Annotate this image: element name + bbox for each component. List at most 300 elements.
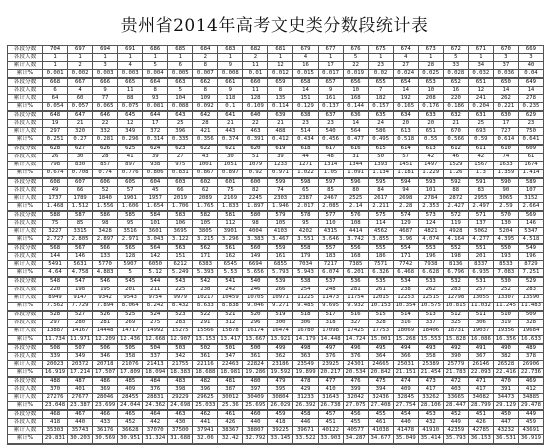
table-cell: 0.017 bbox=[318, 70, 343, 79]
table-cell: 608 bbox=[43, 178, 68, 187]
table-cell: 2303 bbox=[268, 194, 293, 202]
table-cell: 9.271 bbox=[268, 302, 293, 311]
table-cell: 5.249 bbox=[168, 269, 193, 278]
table-cell: 487 bbox=[68, 377, 93, 386]
table-cell: 602 bbox=[193, 178, 218, 187]
table-cell: 1451 bbox=[393, 161, 418, 169]
table-cell: 460 bbox=[243, 410, 268, 419]
table-cell: 9.932 bbox=[343, 302, 368, 311]
table-cell: 398 bbox=[168, 386, 193, 394]
table-cell: 3.855 bbox=[368, 236, 393, 245]
table-cell: 540 bbox=[318, 128, 343, 136]
table-cell: 498 bbox=[293, 344, 318, 353]
table-cell: 366 bbox=[393, 352, 418, 360]
table-cell: 1.181 bbox=[393, 169, 418, 178]
table-cell: 605 bbox=[118, 178, 143, 187]
table-cell: 624 bbox=[143, 145, 168, 154]
table-cell: 5.12 bbox=[143, 269, 168, 278]
table-cell: 0.971 bbox=[268, 169, 293, 178]
table-cell: 9147 bbox=[68, 294, 93, 302]
table-cell: 3.646 bbox=[318, 236, 343, 245]
table-cell: 17 bbox=[143, 120, 168, 128]
table-cell: 596 bbox=[343, 178, 368, 187]
table-cell: 727 bbox=[493, 128, 518, 136]
table-cell: 566 bbox=[93, 244, 118, 253]
table-cell: 582 bbox=[193, 211, 218, 220]
table-cell: 612 bbox=[443, 145, 468, 154]
table-cell: 0.92 bbox=[243, 169, 268, 178]
table-cell: 98 bbox=[93, 220, 118, 228]
table-cell: 193 bbox=[493, 253, 518, 261]
table-cell: 658 bbox=[293, 78, 318, 87]
table-cell: 519 bbox=[268, 311, 293, 320]
table-cell: 409 bbox=[393, 386, 418, 394]
table-cell: 23186 bbox=[268, 360, 293, 368]
table-cell: 2.427 bbox=[443, 202, 468, 211]
table-cell: 7217 bbox=[318, 261, 343, 269]
table-cell: 12 bbox=[468, 87, 493, 95]
table-cell: 7.251 bbox=[518, 269, 543, 278]
table-cell: 583 bbox=[168, 211, 193, 220]
table-cell: 620 bbox=[243, 145, 268, 154]
table-cell: 42359 bbox=[443, 427, 468, 435]
table-cell: 10 bbox=[343, 87, 368, 95]
table-cell: 33.522 bbox=[293, 435, 318, 444]
table-cell: 0.165 bbox=[393, 103, 418, 112]
table-cell: 501 bbox=[218, 344, 243, 353]
row-label: 累计人数 bbox=[8, 62, 43, 70]
table-cell: 24.044 bbox=[118, 402, 143, 411]
table-cell: 30804 bbox=[268, 394, 293, 402]
row-label: 累计% bbox=[8, 335, 43, 344]
table-cell: 532 bbox=[443, 277, 468, 286]
table-cell: 588 bbox=[43, 211, 68, 220]
table-cell: 572 bbox=[443, 211, 468, 220]
table-cell: 29.478 bbox=[518, 402, 543, 411]
cumulative-row bbox=[8, 194, 544, 202]
table-cell: 29.129 bbox=[493, 402, 518, 411]
table-cell: 34473 bbox=[493, 394, 518, 402]
table-cell: 648 bbox=[43, 111, 68, 120]
table-cell: 23 bbox=[518, 120, 543, 128]
row-label: 累计% bbox=[8, 103, 43, 112]
table-cell: 376 bbox=[318, 352, 343, 360]
table-cell: 18069 bbox=[393, 327, 418, 335]
table-cell: 2.353 bbox=[418, 202, 443, 211]
table-cell: 9 bbox=[93, 87, 118, 95]
table-cell: 8729 bbox=[518, 261, 543, 269]
count-row bbox=[8, 87, 544, 95]
table-cell: 409 bbox=[118, 386, 143, 394]
table-cell: 1 bbox=[68, 54, 93, 62]
row-label: 各段人数 bbox=[8, 286, 43, 294]
table-cell: 14992 bbox=[143, 327, 168, 335]
table-cell: 66 bbox=[68, 186, 93, 194]
table-cell: 5.793 bbox=[268, 269, 293, 278]
table-cell: 32845 bbox=[393, 394, 418, 402]
table-cell: 349 bbox=[68, 352, 93, 360]
table-cell: 476 bbox=[343, 377, 368, 386]
table-cell: 412 bbox=[518, 386, 543, 394]
table-cell: 5631 bbox=[68, 261, 93, 269]
cumulative-row bbox=[8, 261, 544, 269]
table-cell: 500 bbox=[243, 344, 268, 353]
table-cell: 455 bbox=[343, 419, 368, 427]
table-cell: 672 bbox=[443, 46, 468, 54]
cumulative-row bbox=[8, 161, 544, 169]
table-cell: 9 bbox=[218, 62, 243, 70]
table-cell: 483 bbox=[168, 377, 193, 386]
table-cell: 623 bbox=[168, 145, 193, 154]
table-cell: 108 bbox=[343, 220, 368, 228]
table-cell: 1 bbox=[93, 54, 118, 62]
table-cell: 553 bbox=[418, 244, 443, 253]
table-cell: 651 bbox=[468, 78, 493, 87]
table-cell: 376 bbox=[343, 352, 368, 360]
table-cell: 593 bbox=[418, 178, 443, 187]
table-cell: 697 bbox=[68, 46, 93, 54]
table-cell: 105 bbox=[193, 220, 218, 228]
table-cell: 151 bbox=[168, 253, 193, 261]
table-cell: 1393 bbox=[368, 161, 393, 169]
table-cell: 10705 bbox=[243, 294, 268, 302]
table-cell: 4.277 bbox=[468, 236, 493, 245]
table-cell: 611 bbox=[468, 145, 493, 154]
table-cell: 4562 bbox=[368, 228, 393, 236]
table-cell: 6050 bbox=[143, 261, 168, 269]
table-cell: 533 bbox=[418, 277, 443, 286]
table-cell: 1.3 bbox=[468, 169, 493, 178]
table-cell: 595 bbox=[368, 178, 393, 187]
table-cell: 11.483 bbox=[518, 302, 543, 311]
table-cell: 1.229 bbox=[418, 169, 443, 178]
table-cell: 568 bbox=[43, 244, 68, 253]
table-cell: 0.456 bbox=[318, 136, 343, 145]
table-cell: 238 bbox=[193, 286, 218, 294]
score-row bbox=[8, 410, 544, 419]
table-cell: 552 bbox=[443, 244, 468, 253]
count-row bbox=[8, 386, 544, 394]
table-cell: 502 bbox=[193, 344, 218, 353]
table-cell: 27677 bbox=[68, 394, 93, 402]
table-cell: 521 bbox=[218, 311, 243, 320]
table-cell: 30.203 bbox=[68, 435, 93, 444]
table-cell: 2872 bbox=[443, 194, 468, 202]
table-cell: 1567 bbox=[468, 161, 493, 169]
table-cell: 2698 bbox=[393, 194, 418, 202]
table-cell: 19 bbox=[43, 120, 68, 128]
table-cell: 1 bbox=[118, 54, 143, 62]
table-cell: 660 bbox=[243, 78, 268, 87]
score-row bbox=[8, 178, 544, 187]
table-cell: 396 bbox=[168, 128, 193, 136]
table-cell: 65 bbox=[293, 186, 318, 194]
table-cell: 662 bbox=[193, 78, 218, 87]
table-cell: 1.897 bbox=[243, 202, 268, 211]
table-cell: 195 bbox=[93, 286, 118, 294]
table-cell: 683 bbox=[218, 46, 243, 54]
table-cell: 7 bbox=[368, 87, 393, 95]
table-cell: 652 bbox=[443, 78, 468, 87]
table-cell: 179 bbox=[293, 253, 318, 261]
table-cell: 17425 bbox=[343, 327, 368, 335]
table-cell: 36.531 bbox=[493, 435, 518, 444]
table-cell: 30.569 bbox=[93, 435, 118, 444]
table-cell: 589 bbox=[518, 178, 543, 187]
table-cell: 6.326 bbox=[368, 269, 393, 278]
table-cell: 11.032 bbox=[468, 302, 493, 311]
table-cell: 28.106 bbox=[418, 402, 443, 411]
table-cell: 410 bbox=[318, 386, 343, 394]
table-cell: 23.048 bbox=[43, 402, 68, 411]
table-cell: 5347 bbox=[518, 228, 543, 236]
cumulative-percent-row bbox=[8, 136, 544, 145]
table-cell: 22 bbox=[343, 62, 368, 70]
table-cell: 669 bbox=[518, 46, 543, 54]
table-cell: 372 bbox=[143, 128, 168, 136]
table-cell: 556 bbox=[343, 244, 368, 253]
table-cell: 10.575 bbox=[418, 302, 443, 311]
table-cell: 6212 bbox=[168, 261, 193, 269]
cumulative-percent-row bbox=[8, 368, 544, 377]
table-cell: 2.897 bbox=[93, 236, 118, 245]
table-cell: 457 bbox=[318, 410, 343, 419]
table-cell: 649 bbox=[518, 78, 543, 87]
table-cell: 3227 bbox=[43, 228, 68, 236]
table-cell: 0.27 bbox=[68, 136, 93, 145]
table-cell: 587 bbox=[68, 211, 93, 220]
table-cell: 30012 bbox=[218, 394, 243, 402]
table-cell: 479 bbox=[268, 377, 293, 386]
table-cell: 490 bbox=[493, 344, 518, 353]
table-cell: 603 bbox=[168, 178, 193, 187]
table-cell: 225 bbox=[168, 286, 193, 294]
table-cell: 283 bbox=[518, 286, 543, 294]
table-cell: 390 bbox=[443, 352, 468, 360]
table-cell: 10 bbox=[418, 87, 443, 95]
table-cell: 9.695 bbox=[318, 302, 343, 311]
table-cell: 1 bbox=[43, 54, 68, 62]
row-label: 各段人数 bbox=[8, 352, 43, 360]
table-cell: 686 bbox=[143, 46, 168, 54]
table-cell: 278 bbox=[518, 95, 543, 103]
table-cell: 530 bbox=[493, 277, 518, 286]
table-cell: 3065 bbox=[493, 194, 518, 202]
table-cell: 2.28 bbox=[393, 202, 418, 211]
table-cell: 0.092 bbox=[193, 103, 218, 112]
cumulative-row bbox=[8, 128, 544, 136]
table-cell: 459 bbox=[518, 419, 543, 427]
table-cell: 5.656 bbox=[243, 269, 268, 278]
table-cell: 16474 bbox=[268, 327, 293, 335]
table-cell: 25.36 bbox=[218, 402, 243, 411]
table-cell: 9342 bbox=[93, 294, 118, 302]
table-cell: 0.114 bbox=[268, 103, 293, 112]
table-cell: 3901 bbox=[218, 228, 243, 236]
table-cell: 0.296 bbox=[118, 136, 143, 145]
table-cell: 35.414 bbox=[418, 435, 443, 444]
table-cell: 30 bbox=[218, 153, 243, 161]
table-cell: 52 bbox=[93, 186, 118, 194]
table-cell: 1497 bbox=[418, 161, 443, 169]
table-cell: 1.26 bbox=[443, 169, 468, 178]
table-cell: 32.06 bbox=[193, 435, 218, 444]
table-cell: 22 bbox=[93, 120, 118, 128]
cumulative-row bbox=[8, 62, 544, 70]
table-cell: 469 bbox=[518, 377, 543, 386]
table-cell: 0.008 bbox=[218, 70, 243, 79]
table-cell: 110 bbox=[318, 220, 343, 228]
table-cell: 14 bbox=[293, 87, 318, 95]
table-cell: 507 bbox=[68, 344, 93, 353]
table-cell: 830 bbox=[68, 161, 93, 169]
table-cell: 22463 bbox=[218, 360, 243, 368]
table-cell: 77 bbox=[93, 95, 118, 103]
table-cell: 485 bbox=[118, 377, 143, 386]
table-cell: 525 bbox=[118, 311, 143, 320]
table-cell: 17098 bbox=[318, 327, 343, 335]
table-cell: 3428 bbox=[93, 228, 118, 236]
table-cell: 7.729 bbox=[68, 302, 93, 311]
table-cell: 468 bbox=[43, 410, 68, 419]
table-cell: 627 bbox=[68, 145, 93, 154]
table-cell: 319 bbox=[493, 319, 518, 327]
table-cell: 554 bbox=[393, 244, 418, 253]
table-cell: 8.838 bbox=[218, 302, 243, 311]
table-cell: 23925 bbox=[318, 360, 343, 368]
table-cell: 418 bbox=[43, 419, 68, 427]
table-cell: 534 bbox=[393, 277, 418, 286]
table-cell: 1633 bbox=[493, 161, 518, 169]
row-label: 累计% bbox=[8, 302, 43, 311]
table-cell: 26.392 bbox=[293, 402, 318, 411]
table-cell: 4 bbox=[118, 62, 143, 70]
table-cell: 14.724 bbox=[343, 335, 368, 344]
table-cell: 1051 bbox=[218, 161, 243, 169]
table-cell: 16.633 bbox=[518, 335, 543, 344]
table-cell: 42 bbox=[468, 153, 493, 161]
table-cell: 482 bbox=[193, 377, 218, 386]
table-cell: 0.831 bbox=[168, 169, 193, 178]
table-cell: 15275 bbox=[168, 327, 193, 335]
table-cell: 578 bbox=[293, 211, 318, 220]
table-cell: 114 bbox=[368, 220, 393, 228]
table-cell: 1 bbox=[318, 54, 343, 62]
table-cell: 489 bbox=[518, 344, 543, 353]
table-cell: 524 bbox=[143, 311, 168, 320]
table-cell: 492 bbox=[443, 344, 468, 353]
table-cell: 107 bbox=[518, 186, 543, 194]
score-row bbox=[8, 46, 544, 54]
count-row bbox=[8, 253, 544, 261]
table-cell: 318 bbox=[318, 319, 343, 327]
table-cell: 27.408 bbox=[368, 402, 393, 411]
cumulative-percent-row bbox=[8, 302, 544, 311]
cumulative-row bbox=[8, 360, 544, 368]
table-cell: 614 bbox=[393, 145, 418, 154]
table-cell: 21.454 bbox=[418, 368, 443, 377]
table-cell: 4687 bbox=[393, 228, 418, 236]
table-cell: 536 bbox=[343, 277, 368, 286]
table-cell: 2245 bbox=[243, 194, 268, 202]
table-cell: 28046 bbox=[93, 394, 118, 402]
table-cell: 14167 bbox=[68, 327, 93, 335]
table-cell: 0.088 bbox=[168, 103, 193, 112]
table-cell: 2.664 bbox=[518, 202, 543, 211]
table-cell: 20 bbox=[418, 120, 443, 128]
table-cell: 367 bbox=[468, 352, 493, 360]
table-cell: 0.025 bbox=[418, 70, 443, 79]
table-cell: 2617 bbox=[368, 194, 393, 202]
table-cell: 28 bbox=[193, 120, 218, 128]
table-cell: 246 bbox=[243, 286, 268, 294]
table-cell: 418 bbox=[268, 419, 293, 427]
table-cell: 548 bbox=[43, 277, 68, 286]
table-cell: 681 bbox=[268, 46, 293, 54]
table-cell: 4103 bbox=[268, 228, 293, 236]
table-cell: 14717 bbox=[118, 327, 143, 335]
table-cell: 35.049 bbox=[393, 435, 418, 444]
table-cell: 3.043 bbox=[143, 236, 168, 245]
table-cell: 622 bbox=[193, 145, 218, 154]
table-cell: 550 bbox=[493, 244, 518, 253]
table-cell: 342 bbox=[168, 352, 193, 360]
table-cell: 32.42 bbox=[218, 435, 243, 444]
table-cell: 192 bbox=[393, 95, 418, 103]
table-cell: 26 bbox=[43, 153, 68, 161]
table-cell: 634 bbox=[393, 111, 418, 120]
table-cell: 280 bbox=[68, 319, 93, 327]
table-cell: 275 bbox=[143, 319, 168, 327]
table-cell: 33 bbox=[443, 62, 468, 70]
table-cell: 2.017 bbox=[293, 202, 318, 211]
table-cell: 604 bbox=[143, 178, 168, 187]
table-cell: 2 bbox=[193, 54, 218, 62]
table-cell: 149 bbox=[243, 253, 268, 261]
table-cell: 12015 bbox=[368, 294, 393, 302]
table-cell: 88 bbox=[118, 95, 143, 103]
table-cell: 1 bbox=[268, 54, 293, 62]
table-cell: 638 bbox=[293, 111, 318, 120]
table-cell: 208 bbox=[418, 95, 443, 103]
table-cell: 9.046 bbox=[243, 302, 268, 311]
table-cell: 456 bbox=[343, 410, 368, 419]
table-cell: 262 bbox=[418, 286, 443, 294]
table-cell: 32436 bbox=[368, 394, 393, 402]
table-cell: 6855 bbox=[268, 261, 293, 269]
table-cell: 14 bbox=[393, 87, 418, 95]
table-cell: 8 bbox=[268, 87, 293, 95]
table-cell: 248 bbox=[318, 286, 343, 294]
table-cell: 18.981 bbox=[218, 368, 243, 377]
table-cell: 19.899 bbox=[293, 368, 318, 377]
table-cell: 493 bbox=[418, 344, 443, 353]
cumulative-percent-row bbox=[8, 103, 544, 112]
score-row bbox=[8, 277, 544, 286]
table-cell: 11225 bbox=[293, 294, 318, 302]
table-cell: 704 bbox=[43, 46, 68, 54]
table-cell: 26.738 bbox=[318, 402, 343, 411]
table-cell: 1 bbox=[468, 54, 493, 62]
cumulative-row bbox=[8, 95, 544, 103]
table-cell: 13307 bbox=[493, 294, 518, 302]
table-cell: 24665 bbox=[368, 360, 393, 368]
table-cell: 21076 bbox=[118, 360, 143, 368]
table-cell: 2169 bbox=[218, 194, 243, 202]
table-cell: 5770 bbox=[93, 261, 118, 269]
table-cell: 598 bbox=[293, 178, 318, 187]
table-cell: 16 bbox=[293, 62, 318, 70]
